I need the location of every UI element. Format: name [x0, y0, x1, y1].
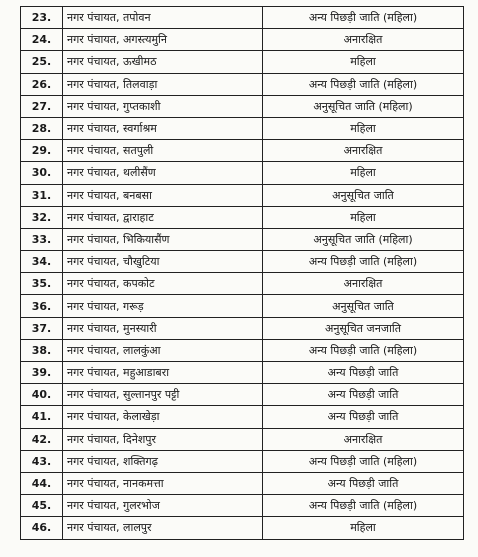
nagar-panchayat-name-cell: नगर पंचायत, कपकोट — [63, 273, 263, 295]
reservation-category-cell: अन्य पिछड़ी जाति (महिला) — [263, 495, 464, 517]
serial-number-cell: 43. — [21, 450, 63, 472]
reservation-category-cell: अनुसूचित जाति (महिला) — [263, 228, 464, 250]
nagar-panchayat-name-cell: नगर पंचायत, केलाखेड़ा — [63, 406, 263, 428]
nagar-panchayat-name-cell: नगर पंचायत, लालपुर — [63, 517, 263, 539]
table-row — [21, 273, 464, 295]
table-row — [21, 495, 464, 517]
reservation-category-cell: अनारक्षित — [263, 29, 464, 51]
nagar-panchayat-name-cell: नगर पंचायत, मुनस्यारी — [63, 317, 263, 339]
reservation-category-cell: अनुसूचित जाति — [263, 184, 464, 206]
table-row — [21, 162, 464, 184]
reservation-category-cell: अन्य पिछड़ी जाति (महिला) — [263, 450, 464, 472]
table-row — [21, 51, 464, 73]
nagar-panchayat-name-cell: नगर पंचायत, बनबसा — [63, 184, 263, 206]
table-row — [21, 251, 464, 273]
nagar-panchayat-name-cell: नगर पंचायत, गुप्तकाशी — [63, 95, 263, 117]
reservation-category-cell: अन्य पिछड़ी जाति — [263, 362, 464, 384]
nagar-panchayat-name-cell: नगर पंचायत, तिलवाड़ा — [63, 73, 263, 95]
serial-number-cell: 26. — [21, 73, 63, 95]
table-row — [21, 95, 464, 117]
nagar-panchayat-name-cell: नगर पंचायत, भिकियासैंण — [63, 228, 263, 250]
serial-number-cell: 31. — [21, 184, 63, 206]
serial-number-cell: 28. — [21, 117, 63, 139]
nagar-panchayat-name-cell: नगर पंचायत, नानकमत्ता — [63, 472, 263, 494]
table-row — [21, 517, 464, 539]
nagar-panchayat-name-cell: नगर पंचायत, ऊखीमठ — [63, 51, 263, 73]
table-row — [21, 428, 464, 450]
reservation-category-cell: महिला — [263, 206, 464, 228]
table-row — [21, 184, 464, 206]
serial-number-cell: 44. — [21, 472, 63, 494]
reservation-category-cell: अनारक्षित — [263, 140, 464, 162]
serial-number-cell: 24. — [21, 29, 63, 51]
reservation-table-page — [20, 6, 464, 540]
serial-number-cell: 30. — [21, 162, 63, 184]
table-row — [21, 317, 464, 339]
table-row — [21, 7, 464, 29]
serial-number-cell: 40. — [21, 384, 63, 406]
nagar-panchayat-name-cell: नगर पंचायत, दिनेशपुर — [63, 428, 263, 450]
reservation-category-cell: अनारक्षित — [263, 273, 464, 295]
nagar-panchayat-name-cell: नगर पंचायत, गरूड़ — [63, 295, 263, 317]
nagar-panchayat-name-cell: नगर पंचायत, शक्तिगढ़ — [63, 450, 263, 472]
reservation-category-cell: अन्य पिछड़ी जाति (महिला) — [263, 7, 464, 29]
table-row — [21, 450, 464, 472]
nagar-panchayat-name-cell: नगर पंचायत, गुलरभोज — [63, 495, 263, 517]
serial-number-cell: 46. — [21, 517, 63, 539]
reservation-category-cell: महिला — [263, 117, 464, 139]
nagar-panchayat-name-cell: नगर पंचायत, चौखुटिया — [63, 251, 263, 273]
reservation-category-cell: अन्य पिछड़ी जाति — [263, 384, 464, 406]
table-row — [21, 117, 464, 139]
nagar-panchayat-name-cell: नगर पंचायत, थलीसैंण — [63, 162, 263, 184]
table-row — [21, 140, 464, 162]
reservation-category-cell: अनुसूचित जाति (महिला) — [263, 95, 464, 117]
serial-number-cell: 33. — [21, 228, 63, 250]
table-row — [21, 295, 464, 317]
reservation-category-cell: अन्य पिछड़ी जाति — [263, 406, 464, 428]
table-row — [21, 472, 464, 494]
nagar-panchayat-name-cell: नगर पंचायत, लालकुंआ — [63, 339, 263, 361]
serial-number-cell: 23. — [21, 7, 63, 29]
serial-number-cell: 35. — [21, 273, 63, 295]
serial-number-cell: 36. — [21, 295, 63, 317]
reservation-category-cell: अनुसूचित जाति — [263, 295, 464, 317]
table-row — [21, 206, 464, 228]
serial-number-cell: 45. — [21, 495, 63, 517]
table-row — [21, 339, 464, 361]
reservation-category-cell: अनारक्षित — [263, 428, 464, 450]
reservation-category-cell: अन्य पिछड़ी जाति (महिला) — [263, 73, 464, 95]
reservation-category-cell: अन्य पिछड़ी जाति (महिला) — [263, 251, 464, 273]
reservation-category-cell: अनुसूचित जनजाति — [263, 317, 464, 339]
nagar-panchayat-name-cell: नगर पंचायत, द्वाराहाट — [63, 206, 263, 228]
nagar-panchayat-name-cell: नगर पंचायत, स्वर्गाश्रम — [63, 117, 263, 139]
serial-number-cell: 38. — [21, 339, 63, 361]
nagar-panchayat-name-cell: नगर पंचायत, सुल्तानपुर पट्टी — [63, 384, 263, 406]
serial-number-cell: 37. — [21, 317, 63, 339]
serial-number-cell: 29. — [21, 140, 63, 162]
reservation-category-cell: अन्य पिछड़ी जाति — [263, 472, 464, 494]
reservation-category-cell: महिला — [263, 517, 464, 539]
serial-number-cell: 42. — [21, 428, 63, 450]
table-row — [21, 384, 464, 406]
nagar-panchayat-name-cell: नगर पंचायत, महुआडाबरा — [63, 362, 263, 384]
serial-number-cell: 32. — [21, 206, 63, 228]
nagar-panchayat-name-cell: नगर पंचायत, अगस्त्यमुनि — [63, 29, 263, 51]
table-row — [21, 29, 464, 51]
nagar-panchayat-name-cell: नगर पंचायत, तपोवन — [63, 7, 263, 29]
serial-number-cell: 34. — [21, 251, 63, 273]
table-row — [21, 406, 464, 428]
table-body — [21, 7, 464, 540]
serial-number-cell: 39. — [21, 362, 63, 384]
table-row — [21, 362, 464, 384]
nagar-panchayat-name-cell: नगर पंचायत, सतपुली — [63, 140, 263, 162]
reservation-table — [20, 6, 464, 540]
serial-number-cell: 27. — [21, 95, 63, 117]
serial-number-cell: 25. — [21, 51, 63, 73]
reservation-category-cell: महिला — [263, 162, 464, 184]
reservation-category-cell: महिला — [263, 51, 464, 73]
serial-number-cell: 41. — [21, 406, 63, 428]
table-row — [21, 228, 464, 250]
reservation-category-cell: अन्य पिछड़ी जाति (महिला) — [263, 339, 464, 361]
table-row — [21, 73, 464, 95]
